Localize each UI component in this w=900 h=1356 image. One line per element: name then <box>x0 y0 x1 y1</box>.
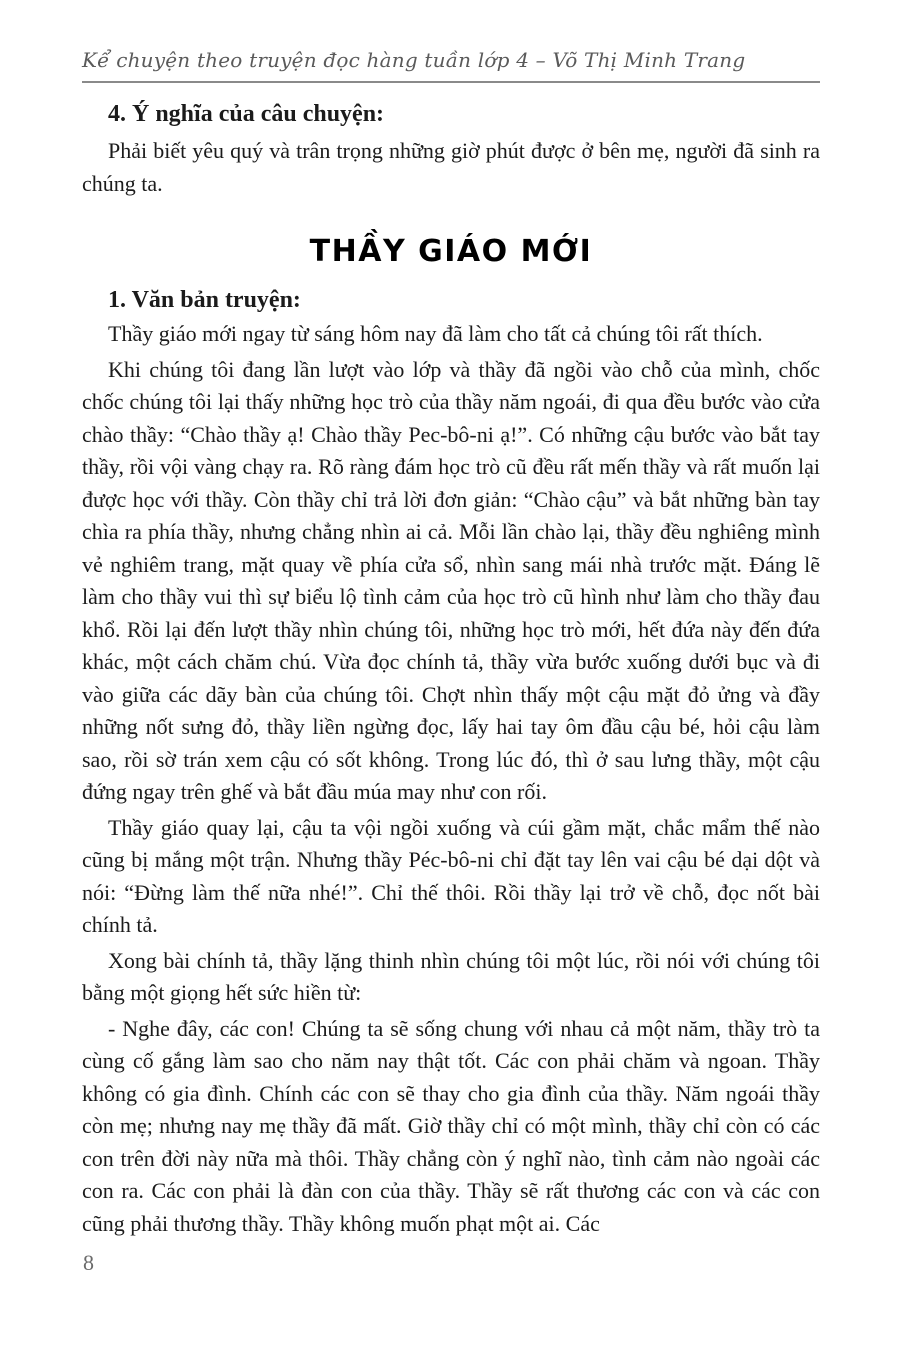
story-paragraph: Xong bài chính tả, thầy lặng thinh nhìn chúng tôi một lúc, rồi nói với chúng tôi bằng một giọng hết sức hiền từ: <box>82 947 820 1005</box>
meaning-section-paragraph: Phải biết yêu quý và trân trọng những giờ phút được ở bên mẹ, người đã sinh ra chúng ta. <box>82 138 820 196</box>
story-title: THẦY GIÁO MỚI <box>309 234 593 269</box>
story-paragraph: Thầy giáo mới ngay từ sáng hôm nay đã làm cho tất cả chúng tôi rất thích. <box>108 321 763 346</box>
meaning-section-heading: 4. Ý nghĩa của câu chuyện: <box>108 101 385 127</box>
running-header <box>82 48 820 83</box>
story-paragraph: - Nghe đây, các con! Chúng ta sẽ sống chung với nhau cả một năm, thầy trò ta cùng cố gắng làm sao cho năm nay thật tốt. Các con phải chăm và ngoan. Thầy không có gia đình. Chính các con sẽ thay cho gia đình của thầy. Năm ngoái thầy còn mẹ; nhưng nay mẹ thầy đã mất. Giờ thầy chỉ có một mình, thầy chỉ còn có các con trên đời này nữa mà thôi. Thầy chẳng còn ý nghĩ nào, tình cảm nào ngoài các con ra. Các con phải là đàn con của thầy. Thầy sẽ rất thương các con và các con cũng phải thương thầy. Thầy không muốn phạt một ai. Các <box>82 1015 820 1236</box>
story-section-heading: 1. Văn bản truyện: <box>108 287 301 313</box>
story-paragraph: Khi chúng tôi đang lần lượt vào lớp và thầy đã ngồi vào chỗ của mình, chốc chốc chúng tôi lại thấy những học trò của thầy năm ngoái, đi qua đều bước vào cửa chào thầy: “Chào thầy ạ! Chào thầy Pec-bô-ni ạ!”. Có những cậu bước vào bắt tay thầy, rồi vội vàng chạy ra. Rõ ràng đám học trò cũ đều rất mến thầy và rất muốn lại được học với thầy. Còn thầy chỉ trả lời đơn giản: “Chào cậu” và bắt những bàn tay chìa ra phía thầy, nhưng chẳng nhìn ai cả. Mỗi lần chào lại, thầy đều nghiêng mình vẻ nghiêm trang, mặt quay về phía cửa sổ, nhìn sang mái nhà trước mặt. Đáng lẽ làm cho thầy vui thì sự biểu lộ tình cảm của học trò cũ hình như làm cho thầy đau khổ. Rồi lại đến lượt thầy nhìn chúng tôi, những học trò mới, hết đứa này đến đứa khác, một cách chăm chú. Vừa đọc chính tả, thầy vừa bước xuống dưới bục và đi vào giữa các dãy bàn của chúng tôi. Chợt nhìn thấy một cậu mặt đỏ ửng và đầy những nốt sưng đỏ, thầy liền ngừng đọc, lấy hai tay ôm đầu cậu bé, hỏi cậu làm sao, rồi sờ trán xem cậu có sốt không. Trong lúc đó, thì ở sau lưng thầy, một cậu đứng ngay trên ghế và bắt đầu múa may như con rối. <box>82 356 820 804</box>
story-paragraph: Thầy giáo quay lại, cậu ta vội ngồi xuống và cúi gầm mặt, chắc mẩm thế nào cũng bị mắng một trận. Nhưng thầy Péc-bô-ni chỉ đặt tay lên vai cậu bé dại dột và nói: “Đừng làm thế nữa nhé!”. Chỉ thế thôi. Rồi thầy lại trở về chỗ, đọc nốt bài chính tả. <box>82 814 820 937</box>
page-number: 8 <box>83 1250 94 1275</box>
running-header-text: Kể chuyện theo truyện đọc hàng tuần lớp 4 – Võ Thị Minh Trang <box>82 48 746 72</box>
page-body <box>82 99 820 1240</box>
